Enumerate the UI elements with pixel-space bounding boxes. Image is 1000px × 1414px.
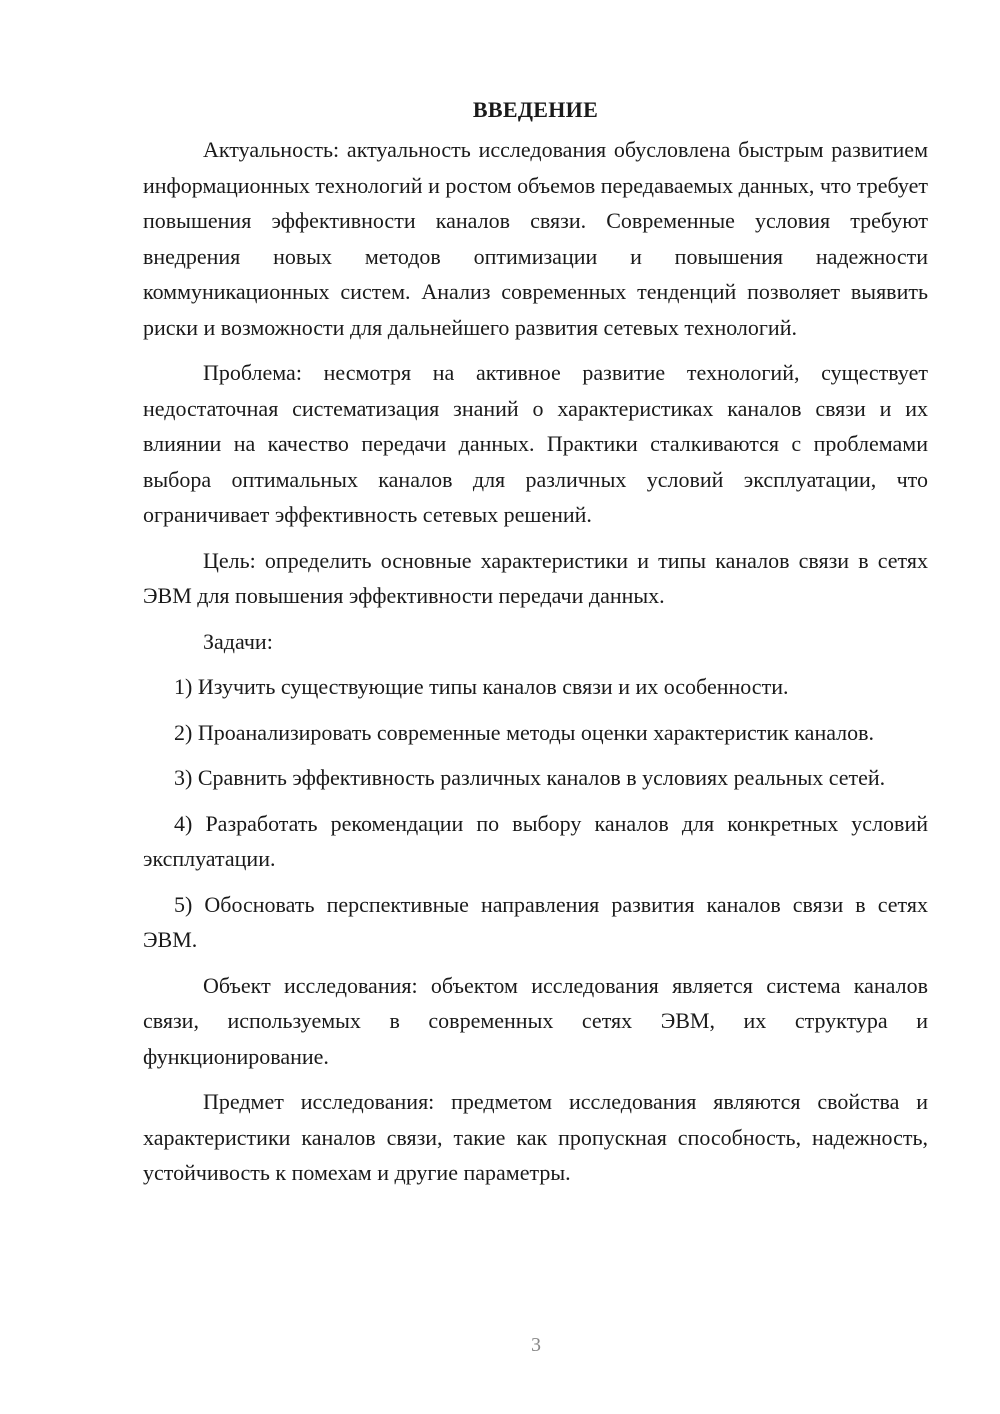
task-item: 2) Проанализировать современные методы оценки характеристик каналов. [174, 719, 875, 745]
page-number: 3 [531, 1334, 541, 1356]
task-item: 4) Разработать рекомендации по выбору каналов для конкретных условий эксплуатации. [143, 810, 928, 871]
task-item: 3) Сравнить эффективность различных каналов в условиях реальных сетей. [174, 765, 886, 790]
paragraph-relevance: Актуальность: актуальность исследования обусловлена быстрым развитием информационных технологий и ростом объемов передаваемых данных, что требует повышения эффективности каналов связи. Современные условия требуют внедрения новых методов оптимизации и повышения надежности коммуникационных систем. Анализ современных тенденций позволяет выявить риски и возможности для дальнейшего развития сетевых технологий. [143, 137, 928, 340]
paragraph-goal: Цель: определить основные характеристики и типы каналов связи в сетях ЭВМ для повышения эффективности передачи данных. [143, 547, 928, 608]
paragraph-problem: Проблема: несмотря на активное развитие технологий, существует недостаточная систематизация знаний о характеристиках каналов связи и их влиянии на качество передачи данных. Практики сталкиваются с проблемами выбора оптимальных каналов для различных условий эксплуатации, что ограничивает эффективность сетевых решений. [143, 360, 928, 527]
paragraph-tasks-heading: Задачи: [203, 628, 273, 654]
document-page [143, 92, 928, 1191]
task-item: 1) Изучить существующие типы каналов связи и их особенности. [174, 674, 789, 699]
task-item: 5) Обосновать перспективные направления развития каналов связи в сетях ЭВМ. [143, 891, 928, 952]
paragraph-subject: Предмет исследования: предметом исследования являются свойства и характеристики каналов связи, такие как пропускная способность, надежность, устойчивость к помехам и другие параметры. [143, 1089, 928, 1185]
section-title: ВВЕДЕНИЕ [472, 97, 599, 122]
paragraph-object: Объект исследования: объектом исследования является система каналов связи, используемых в современных сетях ЭВМ, их структура и функционирование. [143, 972, 928, 1069]
